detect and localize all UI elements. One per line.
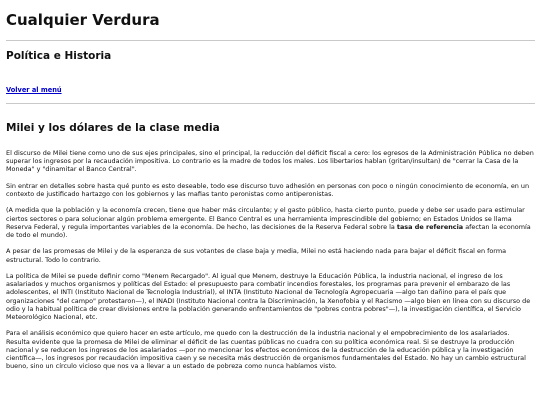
site-title: Cualquier Verdura	[6, 11, 160, 29]
paragraph-text: (A medida que la población y la economía crecen, tiene que haber más circulante; y el gasto público, hasta cierto punto, puede y debe ser usado para estimular ciertos sectores o para solucionar algún problema emergente. El Banco Central es una herramienta imprescindible del gobierno; en Estados Unidos se llama Reserva Federal, y regula importantes variables de la economía. De hecho, las decisiones de la Reserva Federal sobre la	[6, 206, 525, 231]
article-paragraph	[6, 206, 535, 239]
bold-term: tasa de referencia	[396, 222, 464, 231]
article-paragraph: El discurso de Milei tiene como uno de sus ejes principales, sino el principal, la reducción del déficit fiscal a cero: los egresos de la Administración Pública no deben superar los ingresos por la recaudación impositiva. Lo contrario es la madre de todos los males. Los libertarios hablan (gritan/insultan) de "cerrar la Casa de la Moneda" y "dinamitar el Banco Central".	[6, 149, 534, 174]
article-title: Milei y los dólares de la clase media	[6, 122, 220, 134]
article-paragraph: Para el análisis económico que quiero hacer en este artículo, me quedo con la destrucción de la industria nacional y el empobrecimiento de los asalariados. Resulta evidente que la promesa de Milei de eliminar el déficit de las cuentas públicas no cuadra con su política económica real. Si se destruye la producción nacional y se reducen los ingresos de los asalariados —por no mencionar los efectos económicos de la destrucción de la educación pública y la investigación científica—, los ingresos por recaudación impositiva caen y se necesita más destrucción de organismos fundamentales del Estado. No hay un cambio estructural bueno, sino un círculo vicioso que nos va a llevar a un estado de pobreza como nunca habíamos visto.	[6, 329, 526, 371]
divider	[6, 40, 535, 41]
back-to-menu-link[interactable]: Volver al menú	[6, 86, 62, 94]
paragraph-text: afectan la economía de todo el mundo).	[6, 222, 531, 239]
article-paragraph: Sin entrar en detalles sobre hasta qué punto es esto deseable, todo ese discurso tuvo adhesión en personas con poco o ningún conocimiento de economía, en un contexto de justificado hartazgo con los gobiernos y las mafias tanto peronistas como antiperonistas.	[6, 181, 530, 198]
section-title: Política e Historia	[6, 50, 112, 62]
article-paragraph: La política de Milei se puede definir como "Menem Recargado". Al igual que Menem, destruye la Educación Pública, la industria nacional, el ingreso de los asalariados y muchos organismos y políticas del Estado: el presupuesto para combatir incendios forestales, los programas para prevenir el embarazo de las adolescentes, el INTI (Instituto Nacional de Tecnología Industrial), el INTA (Instituto Nacional de Tecnología Agropecuaria —algo tan dañino para el país que organizaciones "del campo" protestaron—), el INADI (Instituto Nacional contra la Discriminación, la Xenofobia y el Racismo —algo bien en línea con su discurso de odio y la habitual política de crear divisiones entre la población generando enfrentamientos de "pobres contra pobres"—), la investigación científica, el Servicio Meteorológico Nacional, etc.	[6, 271, 531, 321]
divider	[6, 103, 535, 104]
article-paragraph: A pesar de las promesas de Milei y de la esperanza de sus votantes de clase baja y media, Milei no está haciendo nada para bajar el déficit fiscal en forma estructural. Todo lo contrario.	[6, 247, 507, 264]
